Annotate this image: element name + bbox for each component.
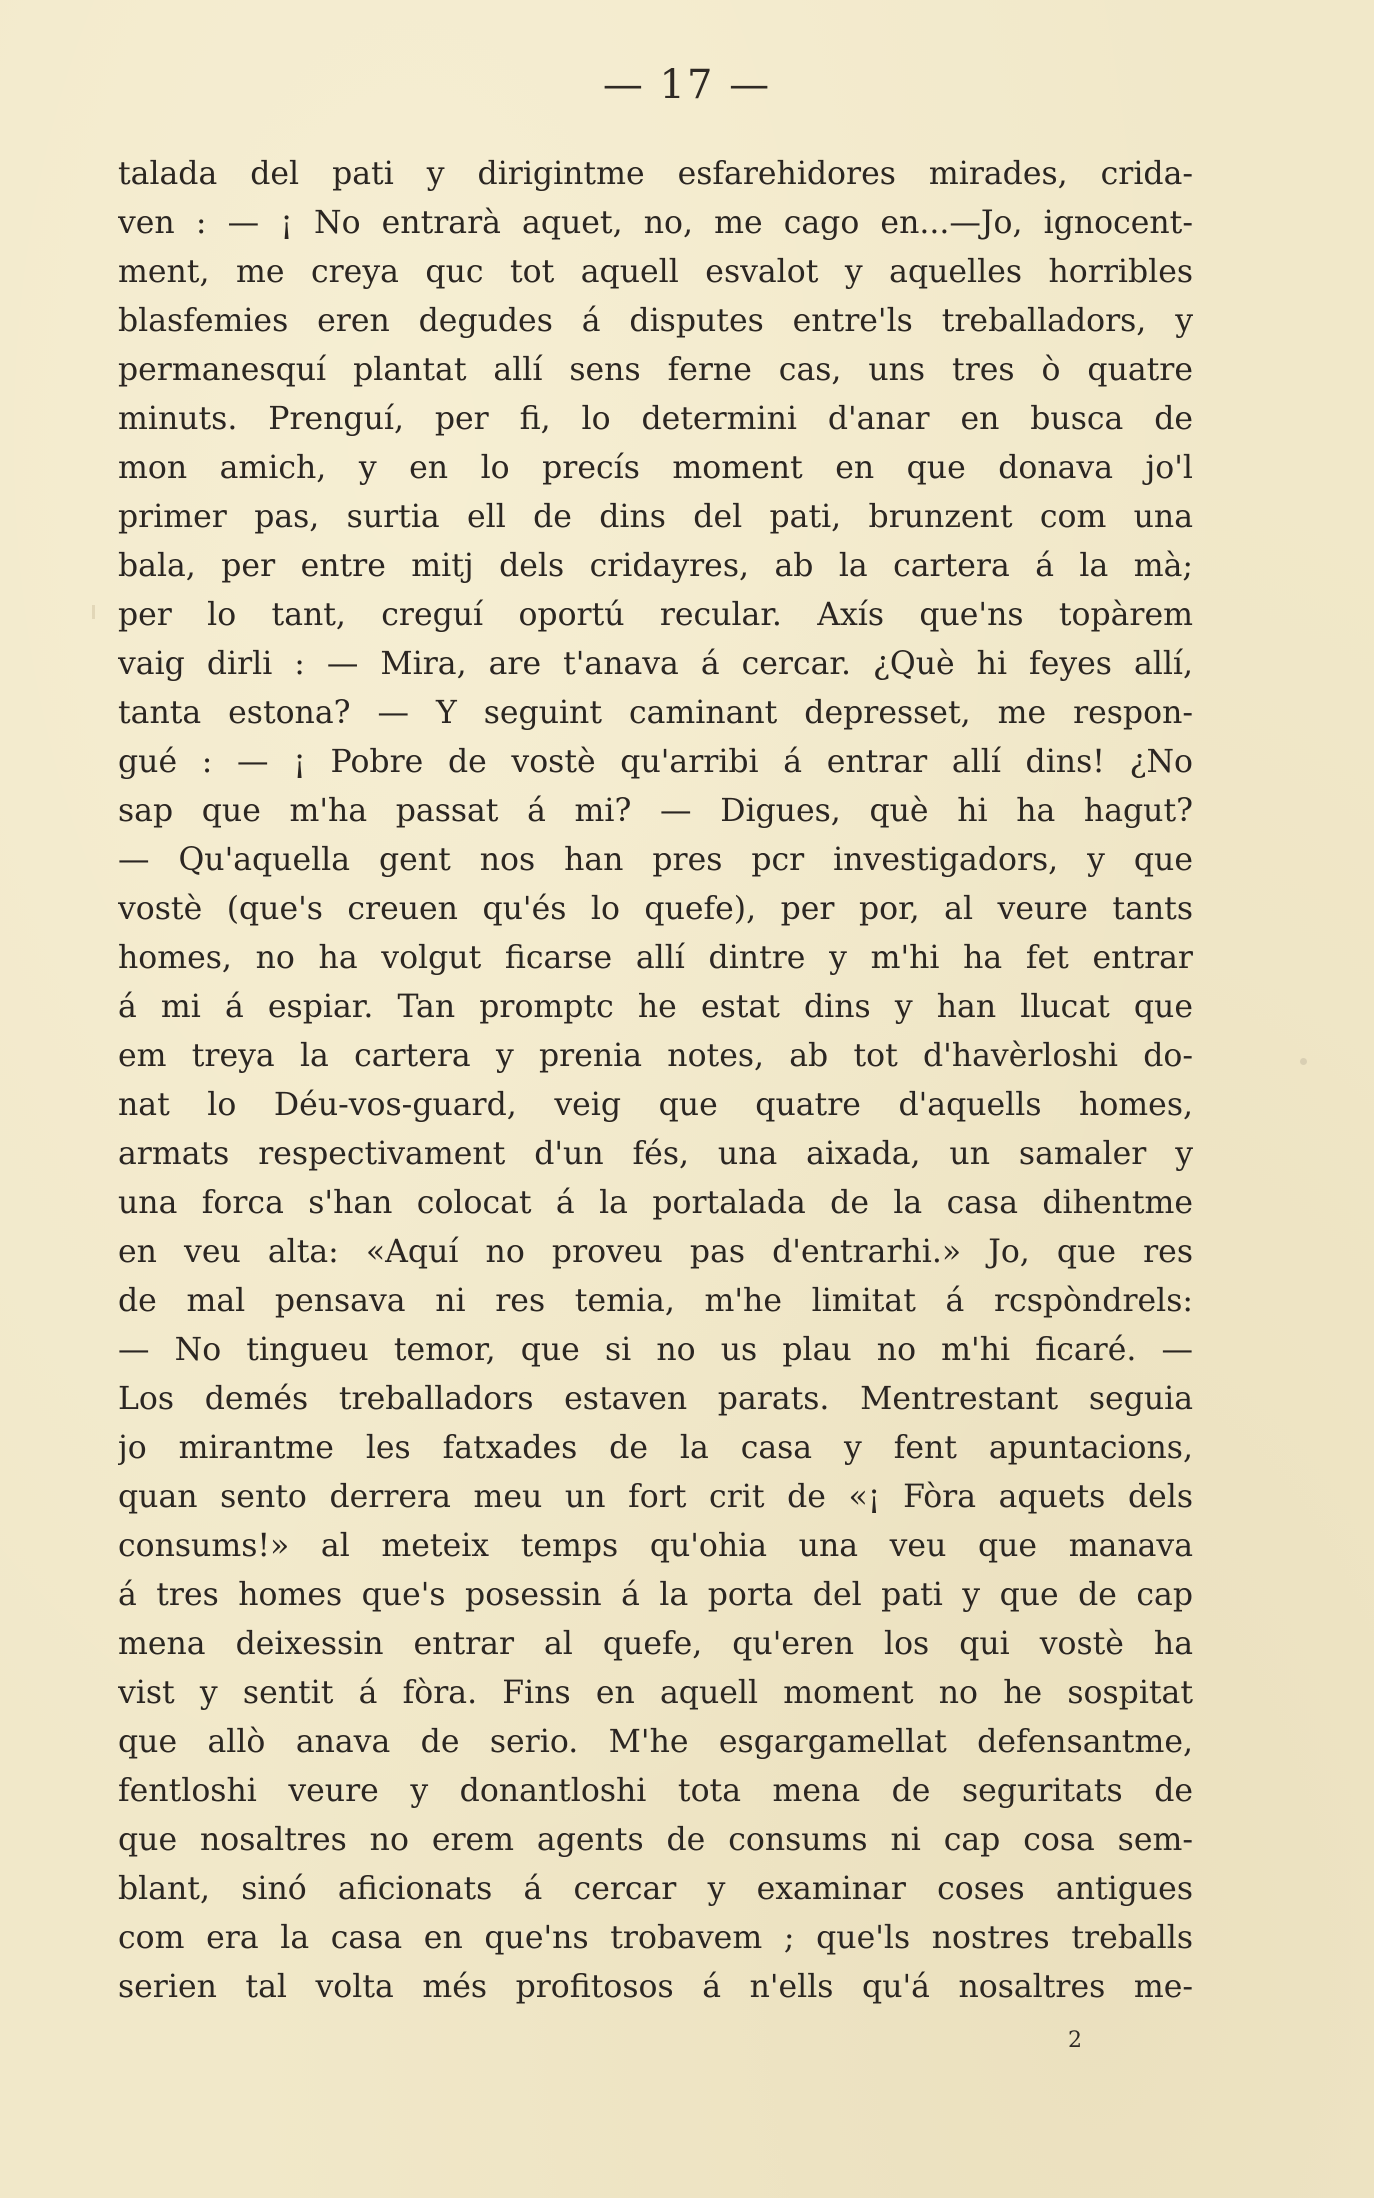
text-line: permanesquí plantat allí sens ferne cas, uns tres ò quatre xyxy=(118,352,1193,388)
text-line: ven : — ¡ No entrarà aquet, no, me cago en...—Jo, ignocent- xyxy=(118,205,1193,241)
text-line: tanta estona? — Y seguint caminant depresset, me respon- xyxy=(118,695,1193,731)
text-line: em treya la cartera y prenia notes, ab tot d'havèrloshi do- xyxy=(118,1038,1193,1074)
page-number: — 17 — xyxy=(602,62,772,108)
paper-mark xyxy=(92,605,95,619)
text-line: vaig dirli : — Mira, are t'anava á cercar. ¿Què hi feyes allí, xyxy=(118,646,1193,682)
text-line: consums!» al meteix temps qu'ohia una veu que manava xyxy=(118,1528,1193,1564)
text-line: nat lo Déu-vos-guard, veig que quatre d'aquells homes, xyxy=(118,1087,1193,1123)
text-line: mena deixessin entrar al quefe, qu'eren los qui vostè ha xyxy=(118,1626,1193,1662)
paper-speck xyxy=(1300,1058,1307,1065)
text-line: com era la casa en que'ns trobavem ; que'ls nostres treballs xyxy=(118,1920,1193,1956)
text-line: armats respectivament d'un fés, una aixada, un samaler y xyxy=(118,1136,1193,1172)
text-line: bala, per entre mitj dels cridayres, ab la cartera á la mà; xyxy=(118,548,1193,584)
text-line: serien tal volta més profitosos á n'ells qu'á nosaltres me- xyxy=(118,1969,1193,2005)
text-line: blant, sinó aficionats á cercar y examinar coses antigues xyxy=(118,1871,1193,1907)
text-line: á mi á espiar. Tan promptc he estat dins y han llucat que xyxy=(118,989,1193,1025)
text-line: en veu alta: «Aquí no proveu pas d'entrarhi.» Jo, que res xyxy=(118,1234,1193,1270)
text-line: jo mirantme les fatxades de la casa y fent apuntacions, xyxy=(118,1430,1193,1466)
body-text xyxy=(118,150,1193,2012)
text-line: primer pas, surtia ell de dins del pati, brunzent com una xyxy=(118,499,1193,535)
text-line: sap que m'ha passat á mi? — Digues, què hi ha hagut? xyxy=(118,793,1193,829)
text-line: — No tingueu temor, que si no us plau no m'hi ficaré. — xyxy=(118,1332,1193,1368)
text-line: homes, no ha volgut ficarse allí dintre y m'hi ha fet entrar xyxy=(118,940,1193,976)
text-line: — Qu'aquella gent nos han pres pcr investigadors, y que xyxy=(118,842,1193,878)
text-line: que allò anava de serio. M'he esgargamellat defensantme, xyxy=(118,1724,1193,1760)
text-line: á tres homes que's posessin á la porta del pati y que de cap xyxy=(118,1577,1193,1613)
text-line: vostè (que's creuen qu'és lo quefe), per por, al veure tants xyxy=(118,891,1193,927)
text-line: gué : — ¡ Pobre de vostè qu'arribi á entrar allí dins! ¿No xyxy=(118,744,1193,780)
text-line: talada del pati y dirigintme esfarehidores mirades, crida- xyxy=(118,156,1193,192)
text-line: mon amich, y en lo precís moment en que donava jo'l xyxy=(118,450,1193,486)
text-line: vist y sentit á fòra. Fins en aquell moment no he sospitat xyxy=(118,1675,1193,1711)
text-line: quan sento derrera meu un fort crit de «¡ Fòra aquets dels xyxy=(118,1479,1193,1515)
text-line: una forca s'han colocat á la portalada de la casa dihentme xyxy=(118,1185,1193,1221)
text-line: blasfemies eren degudes á disputes entre'ls treballadors, y xyxy=(118,303,1193,339)
text-line: Los demés treballadors estaven parats. Mentrestant seguia xyxy=(118,1381,1193,1417)
text-line: minuts. Prenguí, per fi, lo determini d'anar en busca de xyxy=(118,401,1193,437)
signature-mark: 2 xyxy=(1068,2028,1082,2053)
text-line: de mal pensava ni res temia, m'he limitat á rcspòndrels: xyxy=(118,1283,1193,1319)
text-line: ment, me creya quc tot aquell esvalot y aquelles horribles xyxy=(118,254,1193,290)
text-line: fentloshi veure y donantloshi tota mena de seguritats de xyxy=(118,1773,1193,1809)
text-line: per lo tant, creguí oportú recular. Axís que'ns topàrem xyxy=(118,597,1193,633)
text-line: que nosaltres no erem agents de consums ni cap cosa sem- xyxy=(118,1822,1193,1858)
